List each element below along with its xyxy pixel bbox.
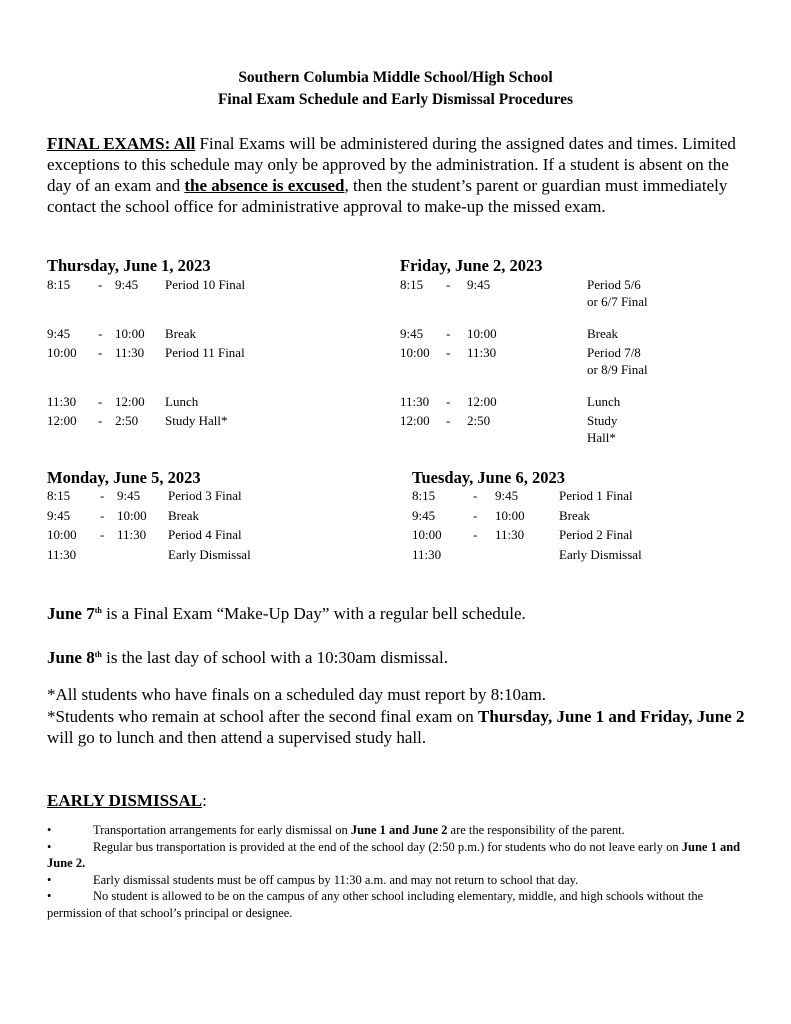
end-time: 10:00: [467, 326, 497, 341]
bullet-icon: •: [47, 889, 52, 903]
activity: Period 7/8 or 8/9 Final: [587, 345, 648, 377]
bullet-item: [47, 822, 747, 839]
document-title: Southern Columbia Middle School/High School: [238, 69, 553, 86]
time-dash: -: [446, 394, 451, 409]
activity: Period 11 Final: [165, 345, 245, 360]
bullet-icon: •: [47, 872, 52, 887]
bullet-text: are the responsibility of the parent.: [447, 823, 625, 837]
june8-ordinal: th: [94, 650, 102, 659]
bullet-item: [47, 872, 747, 889]
activity: Period 10 Final: [165, 277, 246, 292]
activity: Lunch: [587, 394, 621, 409]
friday-heading: Friday, June 2, 2023: [400, 256, 543, 275]
start-time: 9:45: [47, 326, 71, 341]
activity: Period 2 Final: [559, 527, 633, 542]
activity: Break: [168, 507, 200, 523]
end-time: 9:45: [117, 488, 141, 503]
end-time: 9:45: [495, 488, 519, 503]
start-time: 10:00: [47, 527, 77, 542]
monday-heading: Monday, June 5, 2023: [47, 468, 201, 487]
start-time: 11:30: [47, 394, 77, 409]
end-time: 10:00: [115, 326, 145, 341]
end-time: 11:30: [117, 527, 147, 542]
activity: Break: [559, 507, 591, 523]
end-time: 11:30: [495, 527, 525, 542]
end-time: 10:00: [117, 507, 147, 523]
friday-schedule: [400, 277, 720, 447]
start-time: 8:15: [400, 277, 424, 292]
time-dash: -: [100, 507, 105, 523]
document-subtitle: Final Exam Schedule and Early Dismissal Procedures: [217, 91, 574, 108]
intro-text-1: Final Exams will be administered during the assigned dates and times. Limited exceptions to this schedule may only be approved by the administration. If a student is absent on the day of an exam and: [47, 134, 736, 195]
monday-schedule: [47, 488, 367, 568]
intro-text-2: , then the student’s parent or guardian must immediately contact the school office for administrative approval to make-up the missed exam.: [47, 176, 728, 216]
study-hall-text-2: will go to lunch and then attend a supervised study hall.: [47, 728, 427, 747]
time-dash: -: [446, 277, 451, 292]
june8-date: June 8: [47, 648, 95, 667]
bullet-icon: •: [47, 823, 52, 837]
tuesday-schedule: [412, 488, 732, 568]
bullet-bold-dates: June 1 and June 2.: [47, 839, 741, 870]
start-time: 10:00: [47, 345, 77, 360]
report-time-note: *All students who have finals on a scheduled day must report by 8:10am.: [47, 685, 547, 704]
activity: Period 5/6 or 6/7 Final: [587, 277, 648, 309]
june8-note: [47, 644, 747, 668]
study-hall-text-1: *Students who remain at school after the second final exam on: [47, 707, 479, 726]
bullet-icon: •: [47, 839, 52, 854]
bullet-text: No student is allowed to be on the campus of any other school including elementary, middle, and high schools without the permission of that school’s principal or designee.: [47, 889, 704, 920]
bullet-bold-dates: June 1 and June 2: [350, 823, 448, 837]
intro-paragraph: [47, 133, 747, 217]
activity: Early Dismissal: [168, 546, 251, 562]
start-time: 12:00: [47, 413, 77, 428]
time-dash: -: [100, 488, 105, 503]
time-dash: -: [473, 507, 478, 523]
bullet-text: Regular bus transportation is provided at the end of the school day (2:50 p.m.) for students who do not leave early on: [93, 839, 682, 854]
time-dash: -: [98, 394, 103, 409]
end-time: 2:50: [467, 413, 491, 428]
june7-ordinal: th: [94, 606, 102, 615]
start-time: 9:45: [400, 326, 424, 341]
thursday-schedule: [47, 277, 367, 437]
bullet-item: [47, 839, 747, 872]
time-dash: -: [98, 277, 103, 292]
activity: Break: [587, 326, 619, 341]
activity: Period 1 Final: [559, 488, 633, 503]
end-time: 10:00: [495, 507, 525, 523]
start-time: 8:15: [47, 488, 71, 503]
bullet-text: Early dismissal students must be off campus by 11:30 a.m. and may not return to school that day.: [93, 872, 579, 887]
time-dash: -: [98, 345, 103, 360]
time-dash: -: [100, 527, 105, 542]
june7-date: June 7: [47, 604, 95, 623]
early-dismissal-heading: [47, 790, 747, 811]
end-time: 11:30: [467, 345, 497, 360]
study-hall-note: [47, 706, 747, 748]
activity: Study Hall*: [165, 413, 228, 428]
start-time: 10:00: [400, 345, 430, 360]
june7-note: [47, 600, 747, 624]
activity: Lunch: [165, 394, 199, 409]
absence-excused-emphasis: the absence is excused: [184, 176, 345, 195]
time-dash: -: [446, 345, 451, 360]
time-dash: -: [98, 326, 103, 341]
time-dash: -: [473, 527, 478, 542]
activity: Early Dismissal: [559, 546, 642, 562]
early-dismissal-colon: :: [202, 791, 207, 810]
final-exams-label: FINAL EXAMS: All: [47, 134, 196, 153]
activity: Break: [165, 326, 197, 341]
end-time: 12:00: [467, 394, 497, 409]
start-time: 8:15: [47, 277, 71, 292]
bullet-item: [47, 888, 747, 921]
june8-text: is the last day of school with a 10:30am dismissal.: [101, 648, 448, 667]
start-time: 11:30: [400, 394, 430, 409]
activity: Period 4 Final: [168, 527, 242, 542]
activity: Period 3 Final: [168, 488, 242, 503]
june7-text: is a Final Exam “Make-Up Day” with a regular bell schedule.: [101, 604, 526, 623]
bullet-text: Transportation arrangements for early dismissal on: [93, 823, 351, 837]
activity: Study Hall*: [587, 413, 618, 445]
time-dash: -: [473, 488, 478, 503]
end-time: 9:45: [467, 277, 491, 292]
start-time: 8:15: [412, 488, 436, 503]
end-time: 12:00: [115, 394, 145, 409]
thursday-heading: Thursday, June 1, 2023: [47, 256, 211, 275]
start-time: 9:45: [47, 507, 71, 523]
start-time: 9:45: [412, 507, 436, 523]
study-hall-days: Thursday, June 1 and Friday, June 2: [478, 707, 745, 726]
end-time: 2:50: [115, 413, 139, 428]
start-time: 11:30: [412, 546, 442, 562]
early-dismissal-title: EARLY DISMISSAL: [47, 791, 203, 810]
start-time: 12:00: [400, 413, 430, 428]
end-time: 11:30: [115, 345, 145, 360]
end-time: 9:45: [115, 277, 139, 292]
start-time: 10:00: [412, 527, 442, 542]
start-time: 11:30: [47, 546, 77, 562]
time-dash: -: [446, 326, 451, 341]
time-dash: -: [98, 413, 103, 428]
tuesday-heading: Tuesday, June 6, 2023: [412, 468, 565, 487]
time-dash: -: [446, 413, 451, 428]
